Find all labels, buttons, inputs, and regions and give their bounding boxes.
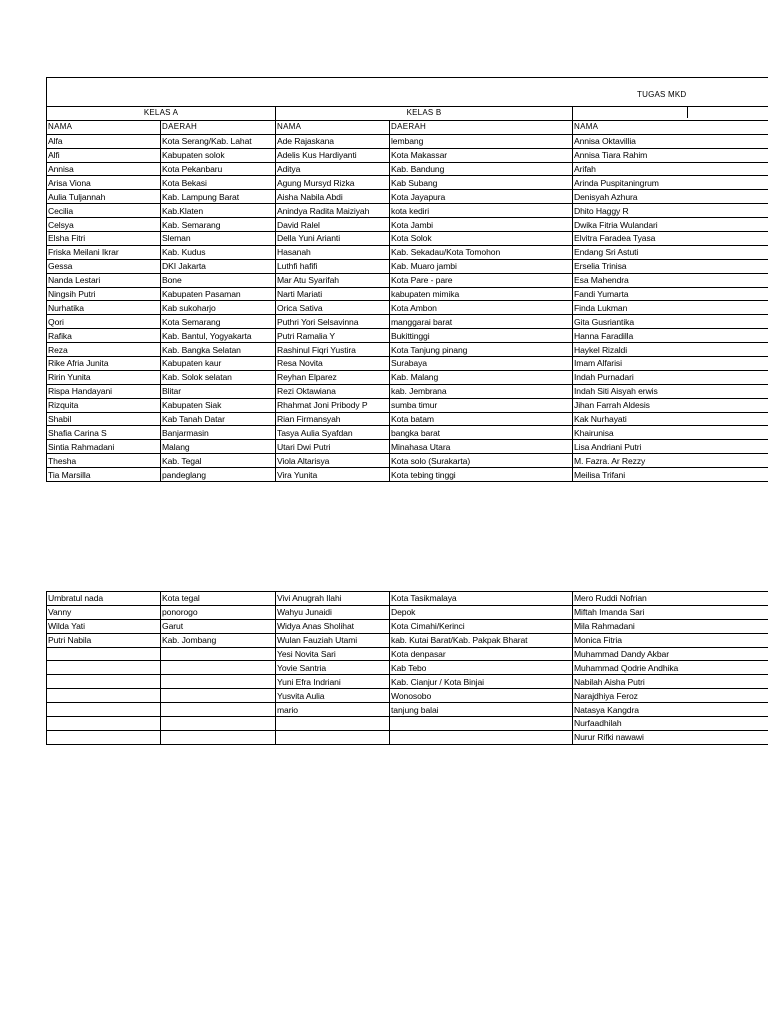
cell-daerah-a[interactable]: Kabupaten Pasaman [161, 287, 276, 301]
table-row [47, 176, 768, 190]
cell-nama-c[interactable]: Jihan Farrah Aldesis [573, 398, 768, 412]
cell-nama-c[interactable]: Esa Mahendra [573, 273, 768, 287]
cell-daerah-a[interactable]: Kota Serang/Kab. Lahat [161, 134, 276, 148]
cell-nama-c[interactable]: Mila Rahmadani [573, 619, 768, 633]
table-row [47, 661, 768, 675]
table-row [47, 717, 768, 731]
cell-nama-a[interactable]: Rizquita [47, 398, 161, 412]
class-c-header[interactable] [573, 107, 768, 121]
cell-nama-a[interactable] [47, 689, 161, 703]
cell-nama-b[interactable]: Resa Novita [276, 357, 390, 371]
cell-nama-c[interactable]: Nurfaadhilah [573, 717, 768, 731]
cell-nama-b[interactable]: Wahyu Junaidi [276, 605, 390, 619]
cell-nama-a[interactable]: Umbratul nada [47, 592, 161, 606]
cell-nama-b[interactable] [276, 730, 390, 744]
cell-daerah-b[interactable]: kab. Kutai Barat/Kab. Pakpak Bharat [390, 633, 573, 647]
cell-daerah-a[interactable]: Kab. Solok selatan [161, 370, 276, 384]
header-nama-b[interactable]: NAMA [276, 120, 390, 134]
cell-nama-a[interactable] [47, 717, 161, 731]
cell-daerah-a[interactable] [161, 675, 276, 689]
cell-daerah-b[interactable]: manggarai barat [390, 315, 573, 329]
cell-nama-b[interactable]: Adelis Kus Hardiyanti [276, 148, 390, 162]
table-row [47, 730, 768, 744]
class-header-row [47, 107, 768, 121]
cell-nama-c[interactable]: Fandi Yumarta [573, 287, 768, 301]
cell-daerah-a[interactable]: Kota Bekasi [161, 176, 276, 190]
cell-nama-b[interactable]: Viola Altarisya [276, 454, 390, 468]
cell-daerah-b[interactable]: kota kediri [390, 204, 573, 218]
cell-nama-c[interactable]: Erselia Trinisa [573, 259, 768, 273]
cell-nama-a[interactable]: Alfi [47, 148, 161, 162]
cell-nama-b[interactable]: Agung Mursyd Rizka [276, 176, 390, 190]
cell-daerah-a[interactable]: Garut [161, 619, 276, 633]
cell-nama-a[interactable]: Ningsih Putri [47, 287, 161, 301]
cell-nama-c[interactable]: Gita Gusriantika [573, 315, 768, 329]
cell-daerah-a[interactable]: Kab.Klaten [161, 204, 276, 218]
table-row [47, 619, 768, 633]
cell-daerah-b[interactable]: Kab. Sekadau/Kota Tomohon [390, 245, 573, 259]
cell-daerah-a[interactable]: Kabupaten kaur [161, 357, 276, 371]
table-row [47, 605, 768, 619]
cell-daerah-a[interactable] [161, 647, 276, 661]
cell-nama-a[interactable]: Sintia Rahmadani [47, 440, 161, 454]
cell-nama-b[interactable]: Hasanah [276, 245, 390, 259]
cell-nama-c[interactable]: Annisa Oktavillia [573, 134, 768, 148]
cell-daerah-b[interactable]: Kab. Muaro jambi [390, 259, 573, 273]
header-daerah-a[interactable]: DAERAH [161, 120, 276, 134]
cell-nama-c[interactable]: Lisa Andriani Putri [573, 440, 768, 454]
table-row [47, 384, 768, 398]
cell-nama-c[interactable]: Nabilah Aisha Putri [573, 675, 768, 689]
cell-daerah-b[interactable]: Kota Jayapura [390, 190, 573, 204]
cell-nama-c[interactable]: Kak Nurhayati [573, 412, 768, 426]
cell-nama-c[interactable]: Khairunisa [573, 426, 768, 440]
cell-nama-a[interactable]: Shabil [47, 412, 161, 426]
cell-daerah-b[interactable]: Kota Jambi [390, 218, 573, 232]
cell-nama-a[interactable]: Tia Marsilla [47, 468, 161, 482]
cell-nama-a[interactable] [47, 675, 161, 689]
cell-daerah-b[interactable]: Surabaya [390, 357, 573, 371]
sheet-title: TUGAS MKD [637, 90, 687, 99]
cell-nama-a[interactable]: Nanda Lestari [47, 273, 161, 287]
cell-daerah-a[interactable] [161, 730, 276, 744]
cell-nama-b[interactable]: Tasya Aulia Syafdan [276, 426, 390, 440]
cell-daerah-b[interactable]: Kota Tanjung pinang [390, 343, 573, 357]
cell-nama-a[interactable]: Vanny [47, 605, 161, 619]
cell-nama-c[interactable]: Annisa Tiara Rahim [573, 148, 768, 162]
table-row [47, 592, 768, 606]
cell-daerah-a[interactable]: Sleman [161, 232, 276, 246]
class-a-header[interactable]: KELAS A [47, 107, 276, 121]
cell-nama-b[interactable]: David Ralel [276, 218, 390, 232]
table-row [47, 357, 768, 371]
table-row [47, 329, 768, 343]
cell-daerah-b[interactable]: bangka barat [390, 426, 573, 440]
cell-nama-b[interactable]: Della Yuni Arianti [276, 232, 390, 246]
cell-nama-c[interactable]: Nurur Rifki nawawi [573, 730, 768, 744]
cell-daerah-a[interactable]: Kabupaten solok [161, 148, 276, 162]
spreadsheet-top-section [46, 77, 768, 482]
cell-daerah-b[interactable]: Kab. Cianjur / Kota Binjai [390, 675, 573, 689]
table-row [47, 703, 768, 717]
cell-nama-b[interactable]: Putri Ramalia Y [276, 329, 390, 343]
cell-nama-a[interactable] [47, 703, 161, 717]
cell-nama-a[interactable]: Shafia Carina S [47, 426, 161, 440]
cell-nama-a[interactable]: Friska Meilani Ikrar [47, 245, 161, 259]
table-row [47, 301, 768, 315]
cell-daerah-a[interactable] [161, 689, 276, 703]
cell-daerah-a[interactable]: Kab. Lampung Barat [161, 190, 276, 204]
cell-daerah-a[interactable]: Kab. Tegal [161, 454, 276, 468]
cell-nama-c[interactable]: Meilisa Trifani [573, 468, 768, 482]
cell-nama-b[interactable]: Puthri Yori Selsavinna [276, 315, 390, 329]
cell-nama-b[interactable]: Vira Yunita [276, 468, 390, 482]
cell-nama-b[interactable]: Ade Rajaskana [276, 134, 390, 148]
cell-daerah-a[interactable]: Malang [161, 440, 276, 454]
cell-nama-a[interactable]: Celsya [47, 218, 161, 232]
table-row [47, 412, 768, 426]
cell-nama-a[interactable]: Nurhatika [47, 301, 161, 315]
header-daerah-b[interactable]: DAERAH [390, 120, 573, 134]
cell-daerah-b[interactable]: Kota Cimahi/Kerinci [390, 619, 573, 633]
cell-nama-a[interactable] [47, 647, 161, 661]
cell-nama-b[interactable]: Widya Anas Sholihat [276, 619, 390, 633]
cell-nama-b[interactable]: Narti Mariati [276, 287, 390, 301]
cell-daerah-a[interactable]: Kab. Jombang [161, 633, 276, 647]
cell-nama-b[interactable]: Yesi Novita Sari [276, 647, 390, 661]
cell-daerah-b[interactable]: Kota Pare - pare [390, 273, 573, 287]
cell-nama-a[interactable]: Rike Afria Junita [47, 357, 161, 371]
cell-nama-b[interactable]: Aditya [276, 162, 390, 176]
cell-nama-c[interactable]: Hanna Faradilla [573, 329, 768, 343]
cell-nama-b[interactable]: Wulan Fauziah Utami [276, 633, 390, 647]
cell-nama-c[interactable]: Arinda Puspitaningrum [573, 176, 768, 190]
cell-nama-b[interactable]: Yuni Efra Indriani [276, 675, 390, 689]
table-row [47, 315, 768, 329]
cell-daerah-b[interactable]: Minahasa Utara [390, 440, 573, 454]
cell-nama-c[interactable]: Denisyah Azhura [573, 190, 768, 204]
cell-daerah-b[interactable]: Kab Subang [390, 176, 573, 190]
table-row [47, 398, 768, 412]
cell-nama-a[interactable]: Cecilia [47, 204, 161, 218]
student-table-top [46, 77, 768, 482]
cell-daerah-a[interactable]: pandeglang [161, 468, 276, 482]
cell-daerah-b[interactable]: Kota tebing tinggi [390, 468, 573, 482]
cell-nama-c[interactable]: Dwika Fitria Wulandari [573, 218, 768, 232]
cell-daerah-b[interactable] [390, 717, 573, 731]
cell-daerah-b[interactable] [390, 730, 573, 744]
cell-daerah-b[interactable]: Bukittinggi [390, 329, 573, 343]
cell-nama-c[interactable]: Arifah [573, 162, 768, 176]
cell-daerah-a[interactable]: Kab sukoharjo [161, 301, 276, 315]
table-row [47, 689, 768, 703]
cell-daerah-b[interactable]: Depok [390, 605, 573, 619]
class-b-header[interactable]: KELAS B [276, 107, 573, 121]
cell-daerah-a[interactable] [161, 717, 276, 731]
table-row [47, 454, 768, 468]
cell-nama-a[interactable]: Gessa [47, 259, 161, 273]
cell-nama-c[interactable]: Natasya Kangdra [573, 703, 768, 717]
cell-nama-c[interactable]: Muhammad Dandy Akbar [573, 647, 768, 661]
cell-daerah-b[interactable]: Kab. Malang [390, 370, 573, 384]
table-row [47, 647, 768, 661]
cell-daerah-b[interactable]: sumba timur [390, 398, 573, 412]
cell-nama-c[interactable]: M. Fazra. Ar Rezzy [573, 454, 768, 468]
cell-daerah-a[interactable]: Kota Pekanbaru [161, 162, 276, 176]
cell-nama-c[interactable]: Miftah Imanda Sari [573, 605, 768, 619]
cell-daerah-a[interactable]: Kab. Kudus [161, 245, 276, 259]
table-row [47, 218, 768, 232]
cell-nama-c[interactable]: Imam Alfarisi [573, 357, 768, 371]
cell-nama-a[interactable]: Putri Nabila [47, 633, 161, 647]
cell-daerah-a[interactable] [161, 661, 276, 675]
table-row [47, 245, 768, 259]
cell-daerah-a[interactable]: Blitar [161, 384, 276, 398]
cell-daerah-b[interactable]: Kab Tebo [390, 661, 573, 675]
cell-nama-b[interactable]: Reyhan Elparez [276, 370, 390, 384]
table-row [47, 468, 768, 482]
cell-daerah-a[interactable]: DKI Jakarta [161, 259, 276, 273]
cell-daerah-a[interactable]: Kab. Semarang [161, 218, 276, 232]
cell-nama-a[interactable]: Elsha Fitri [47, 232, 161, 246]
table-row [47, 190, 768, 204]
cell-daerah-b[interactable]: Kab. Bandung [390, 162, 573, 176]
cell-nama-c[interactable]: Dhito Haggy R [573, 204, 768, 218]
table-row [47, 162, 768, 176]
cell-nama-c[interactable]: Elvitra Faradea Tyasa [573, 232, 768, 246]
cell-nama-b[interactable]: Aisha Nabila Abdi [276, 190, 390, 204]
cell-nama-b[interactable]: Rezi Oktawiana [276, 384, 390, 398]
column-divider [687, 106, 688, 118]
cell-daerah-a[interactable]: Kab Tanah Datar [161, 412, 276, 426]
cell-daerah-b[interactable]: Wonosobo [390, 689, 573, 703]
cell-nama-a[interactable]: Wilda Yati [47, 619, 161, 633]
cell-nama-c[interactable]: Monica Fitria [573, 633, 768, 647]
cell-daerah-a[interactable] [161, 703, 276, 717]
table-row [47, 440, 768, 454]
cell-nama-b[interactable]: Anindya Radita Maiziyah [276, 204, 390, 218]
cell-daerah-a[interactable]: Kota Semarang [161, 315, 276, 329]
spreadsheet-bottom-section [46, 591, 768, 752]
cell-nama-c[interactable]: Narajdhiya Feroz [573, 689, 768, 703]
cell-daerah-a[interactable]: Banjarmasin [161, 426, 276, 440]
table-row [47, 148, 768, 162]
table-row [47, 232, 768, 246]
cell-daerah-b[interactable]: Kota Solok [390, 232, 573, 246]
cell-nama-a[interactable]: Arisa Viona [47, 176, 161, 190]
cell-nama-c[interactable]: Muhammad Qodrie Andhika [573, 661, 768, 675]
cell-daerah-a[interactable]: Kabupaten Siak [161, 398, 276, 412]
cell-daerah-a[interactable]: Kota tegal [161, 592, 276, 606]
cell-nama-a[interactable]: Rispa Handayani [47, 384, 161, 398]
cell-daerah-b[interactable]: tanjung balai [390, 703, 573, 717]
cell-daerah-b[interactable]: Kota Makassar [390, 148, 573, 162]
cell-daerah-b[interactable]: Kota Tasikmalaya [390, 592, 573, 606]
cell-nama-c[interactable]: Finda Lukman [573, 301, 768, 315]
cell-nama-c[interactable]: Indah Siti Aisyah erwis [573, 384, 768, 398]
cell-nama-b[interactable]: Yusvita Aulia [276, 689, 390, 703]
cell-nama-b[interactable]: mario [276, 703, 390, 717]
table-row [47, 370, 768, 384]
cell-nama-c[interactable]: Endang Sri Astuti [573, 245, 768, 259]
table-row [47, 259, 768, 273]
cell-nama-c[interactable]: Mero Ruddi Nofrian [573, 592, 768, 606]
cell-daerah-b[interactable]: Kota solo (Surakarta) [390, 454, 573, 468]
cell-daerah-a[interactable]: Bone [161, 273, 276, 287]
cell-nama-b[interactable]: Mar Atu Syarifah [276, 273, 390, 287]
table-row [47, 273, 768, 287]
cell-nama-a[interactable]: Ririn Yunita [47, 370, 161, 384]
cell-daerah-b[interactable]: lembang [390, 134, 573, 148]
cell-nama-b[interactable]: Rashinul Fiqri Yustira [276, 343, 390, 357]
cell-daerah-a[interactable]: Kab. Bangka Selatan [161, 343, 276, 357]
header-nama-a[interactable]: NAMA [47, 120, 161, 134]
table-row [47, 426, 768, 440]
cell-nama-b[interactable]: Rian Firmansyah [276, 412, 390, 426]
student-table-bottom [46, 591, 768, 745]
table-row [47, 287, 768, 301]
column-header-row [47, 120, 768, 134]
table-row [47, 675, 768, 689]
cell-daerah-b[interactable]: Kota denpasar [390, 647, 573, 661]
cell-nama-b[interactable]: Orica Sativa [276, 301, 390, 315]
cell-nama-c[interactable]: Haykel Rizaldi [573, 343, 768, 357]
cell-daerah-a[interactable]: Kab. Bantul, Yogyakarta [161, 329, 276, 343]
table-row [47, 134, 768, 148]
cell-nama-b[interactable]: Vivi Anugrah Ilahi [276, 592, 390, 606]
cell-daerah-b[interactable]: Kota Ambon [390, 301, 573, 315]
cell-nama-a[interactable] [47, 730, 161, 744]
cell-nama-a[interactable]: Qori [47, 315, 161, 329]
cell-nama-a[interactable]: Annisa [47, 162, 161, 176]
cell-nama-a[interactable] [47, 661, 161, 675]
table-row [47, 343, 768, 357]
cell-nama-a[interactable]: Aulia Tuljannah [47, 190, 161, 204]
cell-nama-b[interactable]: Utari Dwi Putri [276, 440, 390, 454]
cell-nama-a[interactable]: Rafika [47, 329, 161, 343]
cell-nama-b[interactable]: Rhahmat Joni Pribody P [276, 398, 390, 412]
cell-nama-b[interactable]: Yovie Santria [276, 661, 390, 675]
table-row [47, 633, 768, 647]
cell-nama-a[interactable]: Reza [47, 343, 161, 357]
cell-daerah-a[interactable]: ponorogo [161, 605, 276, 619]
cell-nama-b[interactable]: Luthfi hafifi [276, 259, 390, 273]
cell-daerah-b[interactable]: kabupaten mimika [390, 287, 573, 301]
header-nama-c[interactable]: NAMA [573, 120, 768, 134]
cell-nama-b[interactable] [276, 717, 390, 731]
cell-daerah-b[interactable]: kab. Jembrana [390, 384, 573, 398]
cell-nama-a[interactable]: Thesha [47, 454, 161, 468]
cell-nama-a[interactable]: Alfa [47, 134, 161, 148]
cell-daerah-b[interactable]: Kota batam [390, 412, 573, 426]
table-row [47, 204, 768, 218]
cell-nama-c[interactable]: Indah Purnadari [573, 370, 768, 384]
